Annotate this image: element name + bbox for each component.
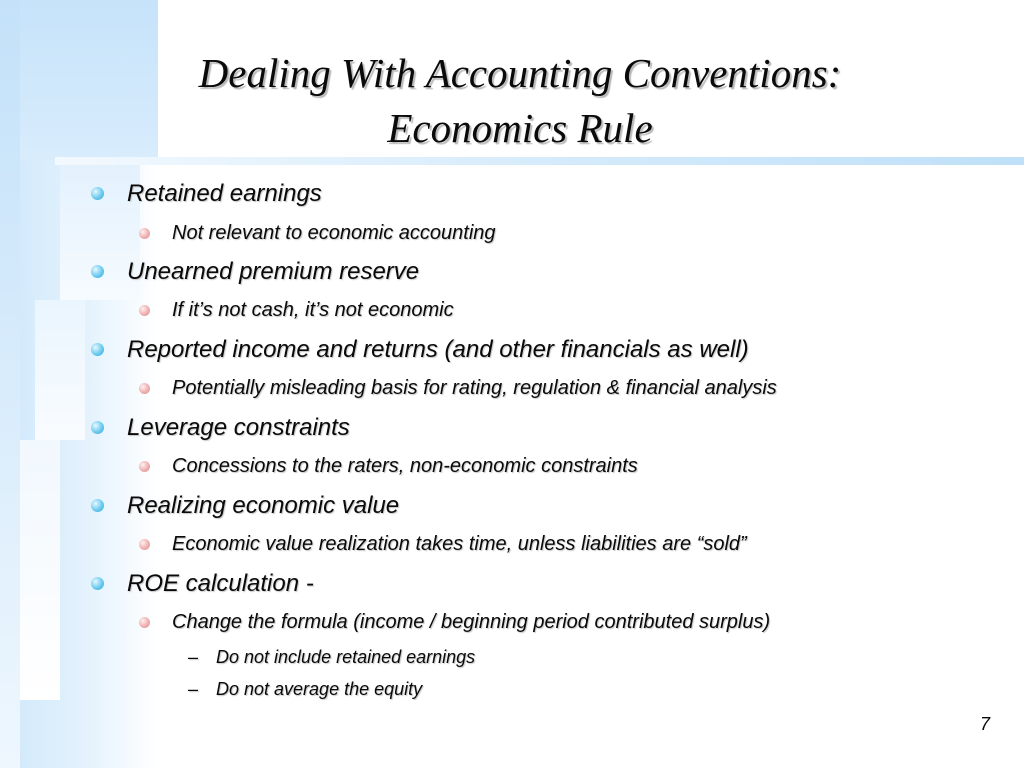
slide-title-line-1: Dealing With Accounting Conventions: [198,50,842,96]
list-item [188,645,476,669]
slide-title-line-2: Economics Rule [387,105,653,151]
list-item-text: Not relevant to economic accounting [172,222,496,244]
list-item-text: Do not include retained earnings [216,647,476,667]
list-item [172,220,496,246]
background-divider [55,157,1024,165]
list-item [127,257,419,287]
dash-marker: – [188,647,199,667]
bullet-dot-icon [139,539,150,550]
list-item [127,335,749,365]
list-item [172,375,777,401]
list-item [127,179,322,209]
bullet-dot-icon [139,383,150,394]
list-item [172,297,454,323]
list-item-text: Unearned premium reserve [127,258,420,285]
page-number: 7 [979,714,990,734]
list-item-text: Change the formula (income / beginning period contributed surplus) [172,611,771,633]
list-item-text: If it’s not cash, it’s not economic [172,299,454,321]
background-block [35,300,85,440]
bullet-dot-icon [139,305,150,316]
list-item-text: Leverage constraints [127,414,350,441]
list-item [127,491,399,521]
bullet-dot-icon [139,461,150,472]
list-item [127,413,350,443]
background-block [20,440,60,700]
list-item [172,609,770,635]
list-item [127,569,314,599]
bullet-dot-icon [139,228,150,239]
bullet-dot-icon [91,499,104,512]
list-item-text: ROE calculation - [127,570,314,597]
list-item-text: Economic value realization takes time, unless liabilities are “sold” [172,533,747,555]
list-item-text: Concessions to the raters, non-economic constraints [172,455,638,477]
bullet-dot-icon [91,577,104,590]
list-item [188,677,423,701]
list-item-text: Reported income and returns (and other financials as well) [127,336,749,363]
bullet-dot-icon [91,421,104,434]
bullet-dot-icon [91,343,104,356]
list-item [172,453,638,479]
bullet-dot-icon [91,265,104,278]
list-item-text: Realizing economic value [127,492,400,519]
list-item-text: Retained earnings [127,180,322,207]
bullet-dot-icon [91,187,104,200]
slide-title [120,46,920,156]
list-item [172,531,747,557]
list-item-text: Do not average the equity [216,679,423,699]
dash-marker: – [188,679,199,699]
list-item-text: Potentially misleading basis for rating, regulation & financial analysis [172,377,777,399]
background-strip [0,0,20,768]
bullet-dot-icon [139,617,150,628]
